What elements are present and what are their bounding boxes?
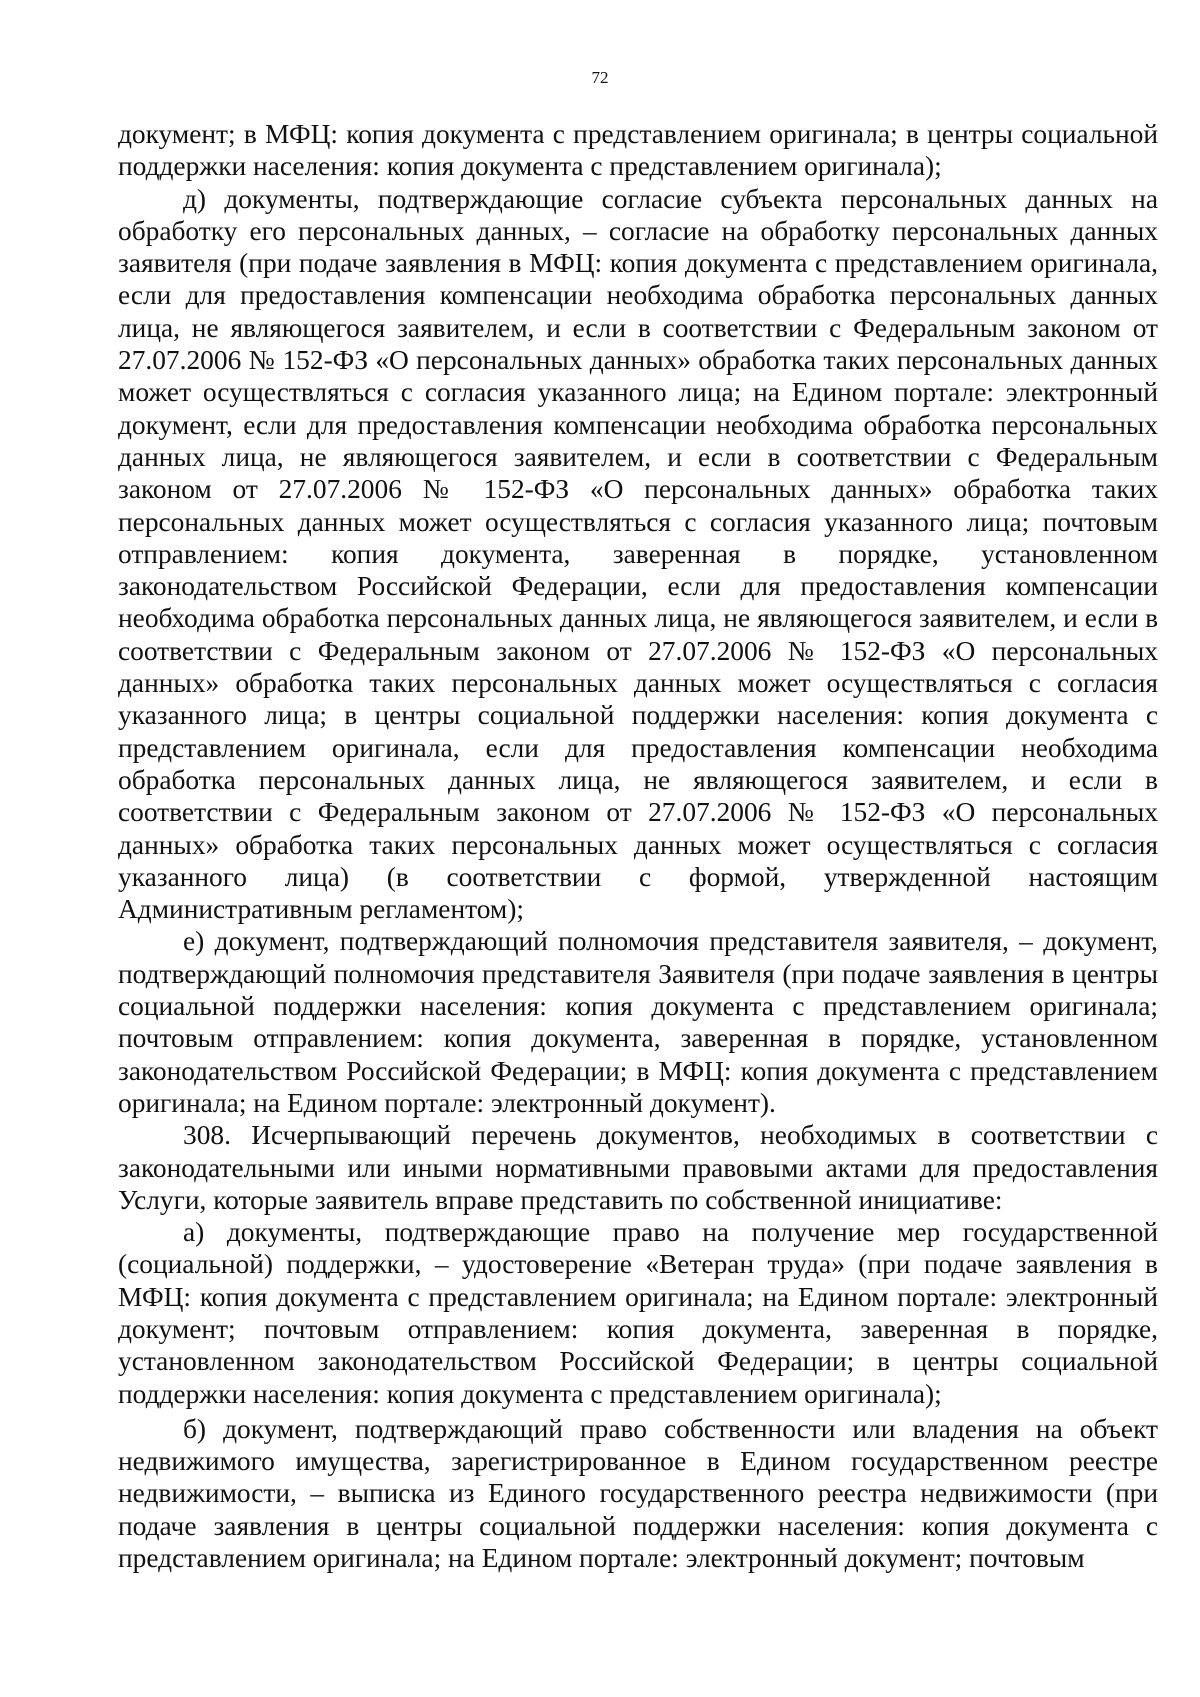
paragraph-continuation: документ; в МФЦ: копия документа с представлением оригинала; в центры социальной поддержки населения: копия документа с представлением оригинала); xyxy=(118,119,1158,182)
page-number: 72 xyxy=(591,68,609,87)
paragraph-section-308: 308. Исчерпывающий перечень документов, необходимых в соответствии с законодательными или иными нормативными правовыми актами для предоставления Услуги, которые заявитель вправе представить по собственной инициативе: xyxy=(118,1120,1158,1215)
paragraph-item-a: а) документы, подтверждающие право на получение мер государственной (социальной) поддержки, – удостоверение «Ветеран труда» (при подаче заявления в МФЦ: копия документа с представлением оригинала; на Едином портале: электронный документ; почтовым отправлением: копия документа, заверенная в порядке, установленном законодательством Российской Федерации; в центры социальной поддержки населения: копия документа с представлением оригинала); xyxy=(118,1217,1158,1409)
paragraph-item-b: б) документ, подтверждающий право собственности или владения на объект недвижимого имущества, зарегистрированное в Едином государственном реестре недвижимости, – выписка из Единого государственного реестра недвижимости (при подаче заявления в центры социальной поддержки населения: копия документа с представлением оригинала; на Едином портале: электронный документ; почтовым xyxy=(118,1413,1158,1574)
document-body xyxy=(118,118,1158,1574)
paragraph-item-d: д) документы, подтверждающие согласие субъекта персональных данных на обработку его персональных данных, – согласие на обработку персональных данных заявителя (при подаче заявления в МФЦ: копия документа с представлением оригинала, если для предоставления компенсации необходима обработка персональных данных лица, не являющегося заявителем, и если в соответствии с Федеральным законом от 27.07.2006 № 152-ФЗ «О персональных данных» обработка таких персональных данных может осуществляться с согласия указанного лица; на Едином портале: электронный документ, если для предоставления компенсации необходима обработка персональных данных лица, не являющегося заявителем, и если в соответствии с Федеральным законом от 27.07.2006 № 152-ФЗ «О персональных данных» обработка таких персональных данных может осуществляться с согласия указанного лица; почтовым отправлением: копия документа, заверенная в порядке, установленном законодательством Российской Федерации, если для предоставления компенсации необходима обработка персональных данных лица, не являющегося заявителем, и если в соответствии с Федеральным законом от 27.07.2006 № 152-ФЗ «О персональных данных» обработка таких персональных данных может осуществляться с согласия указанного лица; в центры социальной поддержки населения: копия документа с представлением оригинала, если для предоставления компенсации необходима обработка персональных данных лица, не являющегося заявителем, и если в соответствии с Федеральным законом от 27.07.2006 № 152-ФЗ «О персональных данных» обработка таких персональных данных может осуществляться с согласия указанного лица) (в соответствии с формой, утвержденной настоящим Административным регламентом); xyxy=(118,183,1158,925)
paragraph-item-e: е) документ, подтверждающий полномочия представителя заявителя, – документ, подтверждающий полномочия представителя Заявителя (при подаче заявления в центры социальной поддержки населения: копия документа с представлением оригинала; почтовым отправлением: копия документа, заверенная в порядке, установленном законодательством Российской Федерации; в МФЦ: копия документа с представлением оригинала; на Едином портале: электронный документ). xyxy=(118,926,1158,1118)
